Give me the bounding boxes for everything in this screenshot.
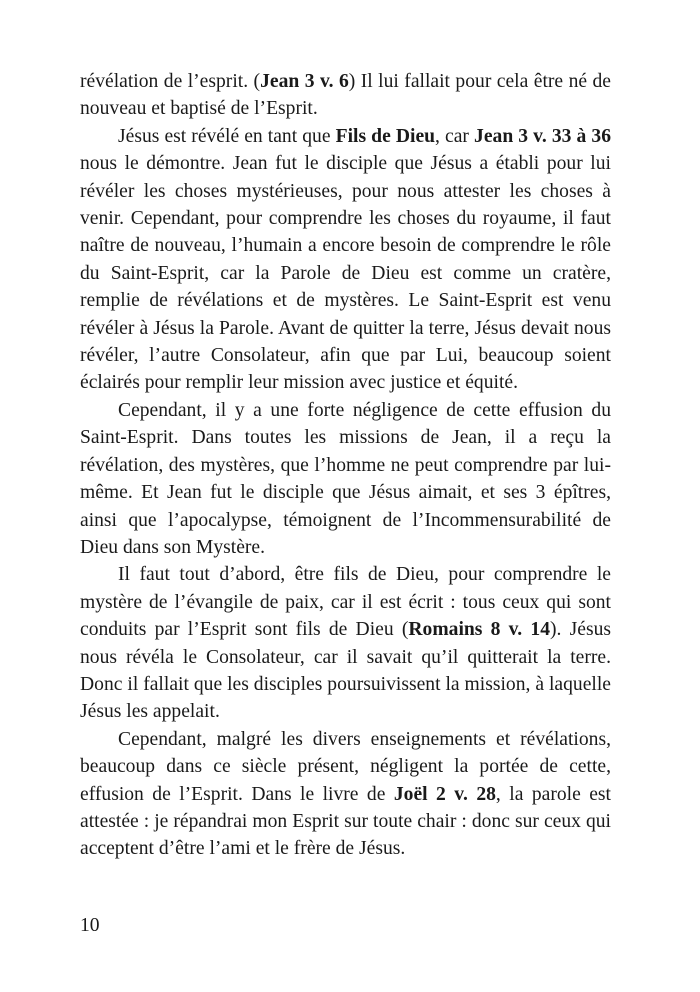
paragraph <box>80 123 611 397</box>
text-run: , car <box>435 125 475 147</box>
text-run: Il faut tout d’abord, être fils de Dieu, pour comprendre le mystère de l’évangile de paix, car il est écrit : tous ceux qui sont conduits par l’Esprit sont fils de Dieu ( <box>80 564 611 641</box>
scripture-reference: Jean 3 v. 6 <box>260 71 349 92</box>
text-run: nous le démontre. Jean fut le disciple que Jésus a établi pour lui révéler les choses mystérieuses, pour nous attester les choses à venir. Cependant, pour comprendre les choses du royaume, il faut naître de nouveau, l’humain a encore besoin de comprendre le rôle du Saint-Esprit, car la Parole de Dieu est comme un cratère, remplie de révélations et de mystères. Le Saint-Esprit est venu révéler à Jésus la Parole. Avant de quitter la terre, Jésus devait nous révéler, l’autre Consolateur, afin que par Lui, beaucoup soient éclairés pour remplir leur mission avec justice et équité. <box>80 153 611 394</box>
page-number: 10 <box>80 915 100 936</box>
paragraph <box>80 561 611 725</box>
text-run: ) Il lui fallait pour cela être né de nouveau et baptisé de l’Esprit. <box>80 71 611 120</box>
paragraph <box>80 68 611 123</box>
scripture-reference: Romains 8 v. 14 <box>408 619 550 641</box>
paragraph <box>80 397 611 561</box>
text-run: Jésus est révélé en tant que <box>118 125 336 147</box>
scripture-reference: Jean 3 v. 33 à 36 <box>474 125 612 147</box>
text-run: Cependant, il y a une forte négligence de cette effusion du Saint-Esprit. Dans toutes les missions de Jean, il a reçu la révélation, des mystères, que l’homme ne peut comprendre par lui-même. Et Jean fut le disciple que Jésus aimait, et ses 3 épîtres, ainsi que l’apocalypse, témoignent de l’Incommensurabilité de Dieu dans son Mystère. <box>80 399 611 558</box>
text-run: ). Jésus nous révéla le Consolateur, car il savait qu’il quitterait la terre. Donc il fallait que les disciples poursuivissent la mission, à laquelle Jésus les appelait. <box>80 619 611 723</box>
bold-phrase: Fils de Dieu <box>335 125 436 147</box>
paragraph <box>80 726 611 863</box>
body-text <box>80 68 611 863</box>
text-run: Cependant, malgré les divers enseignements et révélations, beaucoup dans ce siècle présent, négligent la portée de cette, effusion de l’Esprit. Dans le livre de <box>80 728 611 805</box>
text-run: révélation de l’esprit. ( <box>80 71 261 92</box>
scripture-reference: Joël 2 v. 28 <box>393 783 496 805</box>
text-run: , la parole est attestée : je répandrai mon Esprit sur toute chair : donc sur ceux qui acceptent d’être l’ami et le frère de Jésus. <box>80 783 611 860</box>
